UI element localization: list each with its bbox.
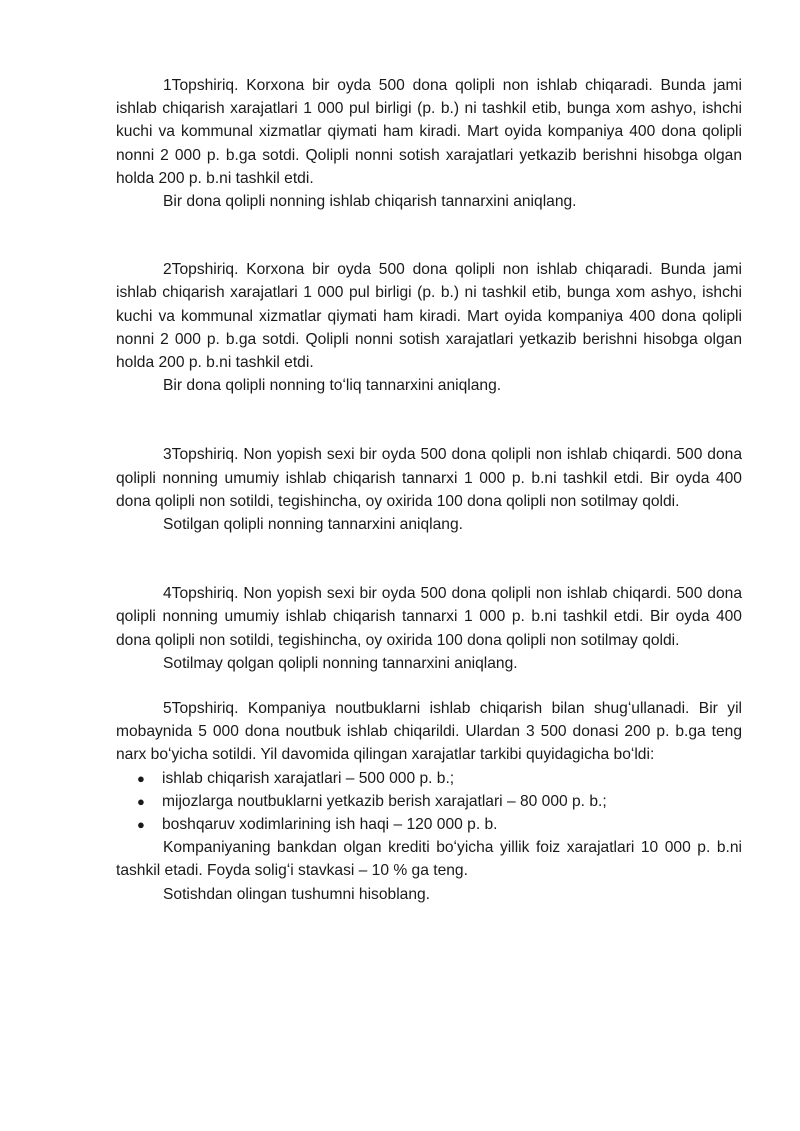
task-2-text: 2Topshiriq. Korxona bir oyda 500 dona qolipli non ishlab chiqaradi. Bunda jami ishlab chiqarish xarajatlari 1 000 pul birligi (p. b.) ni tashkil etib, bunga xom ashyo, ishchi kuchi va kommunal xizmatlar qiymati ham kiradi. Mart oyida kompaniya 400 dona qolipli nonni 2 000 p. b.ga sotdi. Qolipli nonni sotish xarajatlari yetkazib berishni hisobga olgan holda 200 p. b.ni tashkil etdi.: [116, 261, 742, 372]
list-item: [137, 813, 742, 836]
task-5-text: 5Topshiriq. Kompaniya noutbuklarni ishlab chiqarish bilan shugʻullanadi. Bir yil mobaynida 5 000 dona noutbuk ishlab chiqarildi. Ulardan 3 500 donasi 200 p. b.ga teng narx boʻyicha sotildi. Yil davomida qilingan xarajatlar tarkibi quyidagicha boʻldi:: [116, 700, 742, 764]
task-2-question: Bir dona qolipli nonning toʻliq tannarxini aniqlang.: [163, 377, 502, 395]
list-item-text: boshqaruv xodimlarining ish haqi – 120 000 p. b.: [162, 816, 498, 834]
task-1-question: Bir dona qolipli nonning ishlab chiqarish tannarxini aniqlang.: [163, 193, 577, 211]
bullet-dot-icon: ●: [137, 817, 145, 833]
bullet-dot-icon: ●: [137, 793, 145, 809]
task-5: [116, 697, 742, 906]
list-item: [137, 790, 742, 813]
task-1-text: 1Topshiriq. Korxona bir oyda 500 dona qolipli non ishlab chiqaradi. Bunda jami ishlab chiqarish xarajatlari 1 000 pul birligi (p. b.) ni tashkil etib, bunga xom ashyo, ishchi kuchi va kommunal xizmatlar qiymati ham kiradi. Mart oyida kompaniya 400 dona qolipli nonni 2 000 p. b.ga sotdi. Qolipli nonni sotish xarajatlari yetkazib berishni hisobga olgan holda 200 p. b.ni tashkil etdi.: [116, 77, 742, 187]
task-4: [116, 582, 742, 675]
task-2: [116, 258, 742, 397]
task-3-text: 3Topshiriq. Non yopish sexi bir oyda 500 dona qolipli non ishlab chiqardi. 500 dona qolipli nonning umumiy ishlab chiqarish tannarxi 1 000 p. b.ni tashkil etdi. Bir oyda 400 dona qolipli non sotildi, tegishincha, oy oxirida 100 dona qolipli non sotilmay qoldi.: [116, 446, 742, 510]
task-4-question: Sotilmay qolgan qolipli nonning tannarxini aniqlang.: [163, 654, 518, 672]
task-1: [116, 74, 742, 213]
list-item-text: mijozlarga noutbuklarni yetkazib berish xarajatlari – 80 000 p. b.;: [162, 792, 607, 810]
list-item: [137, 767, 742, 790]
task-3: [116, 443, 742, 536]
task-5-extra-text: Kompaniyaning bankdan olgan krediti boʻyicha yillik foiz xarajatlari 10 000 p. b.ni tashkil etadi. Foyda soligʻi stavkasi – 10 % ga teng.: [116, 839, 742, 880]
task-4-text: 4Topshiriq. Non yopish sexi bir oyda 500 dona qolipli non ishlab chiqardi. 500 dona qolipli nonning umumiy ishlab chiqarish tannarxi 1 000 p. b.ni tashkil etdi. Bir oyda 400 dona qolipli non sotildi, tegishincha, oy oxirida 100 dona qolipli non sotilmay qoldi.: [116, 585, 742, 649]
list-item-text: ishlab chiqarish xarajatlari – 500 000 p. b.;: [162, 769, 455, 787]
cost-list: [116, 767, 742, 837]
task-5-question: Sotishdan olingan tushumni hisoblang.: [163, 885, 431, 903]
task-3-question: Sotilgan qolipli nonning tannarxini aniqlang.: [163, 516, 463, 534]
bullet-dot-icon: ●: [137, 770, 145, 786]
